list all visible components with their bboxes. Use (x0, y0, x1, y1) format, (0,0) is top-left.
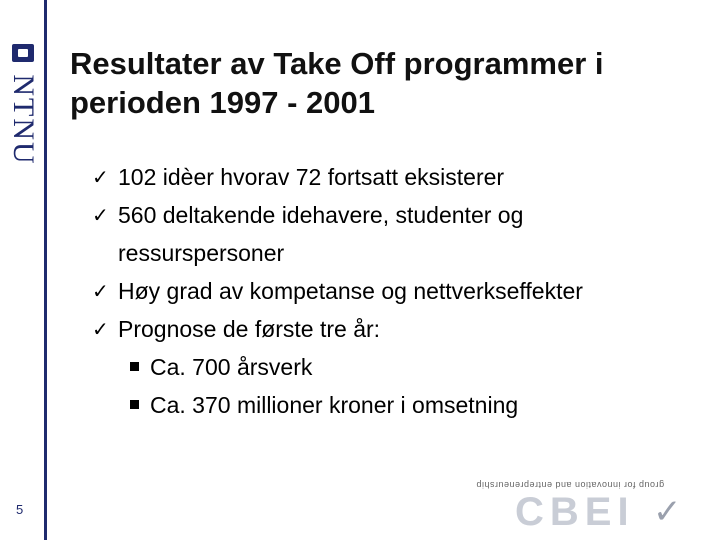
bullet-item (92, 196, 712, 234)
bullet-text: 560 deltakende idehavere, studenter og (118, 202, 524, 228)
checkmark-icon: ✓ (92, 317, 109, 341)
square-bullet-icon (130, 400, 139, 409)
bullet-item (92, 310, 712, 348)
ntnu-logo-icon (12, 44, 34, 62)
sub-bullet-text: Ca. 370 millioner kroner i omsetning (150, 392, 519, 418)
sub-bullet-item (92, 348, 712, 386)
bullet-item (92, 272, 712, 310)
sub-bullet-text: Ca. 700 årsverk (150, 354, 313, 380)
cbei-wordmark: CBEI (515, 490, 635, 534)
bullet-item (92, 158, 712, 196)
sub-bullet-item (92, 386, 712, 424)
page-number: 5 (16, 502, 24, 517)
ntnu-logo (6, 70, 40, 170)
bullet-text: Høy grad av kompetanse og nettverkseffekter (118, 278, 583, 304)
bullet-text: 102 idèer hvorav 72 fortsatt eksisterer (118, 164, 505, 190)
cbei-logo (475, 470, 715, 534)
bullet-item-continuation (92, 234, 712, 272)
sidebar-divider (44, 0, 47, 540)
checkmark-icon: ✓ (92, 165, 109, 189)
slide-title: Resultater av Take Off programmer i perioden 1997 - 2001 (70, 46, 604, 120)
check-icon: ✓ (653, 492, 682, 532)
ntnu-logo-text: NTNU (7, 74, 40, 166)
bullet-text: ressurspersoner (118, 240, 285, 266)
sidebar (0, 0, 44, 540)
cbei-tagline: group for innovation and entrepreneurship (475, 480, 665, 490)
square-bullet-icon (130, 362, 139, 371)
checkmark-icon: ✓ (92, 279, 109, 303)
bullet-text: Prognose de første tre år: (118, 316, 381, 342)
bullet-list (92, 158, 712, 424)
checkmark-icon: ✓ (92, 203, 109, 227)
